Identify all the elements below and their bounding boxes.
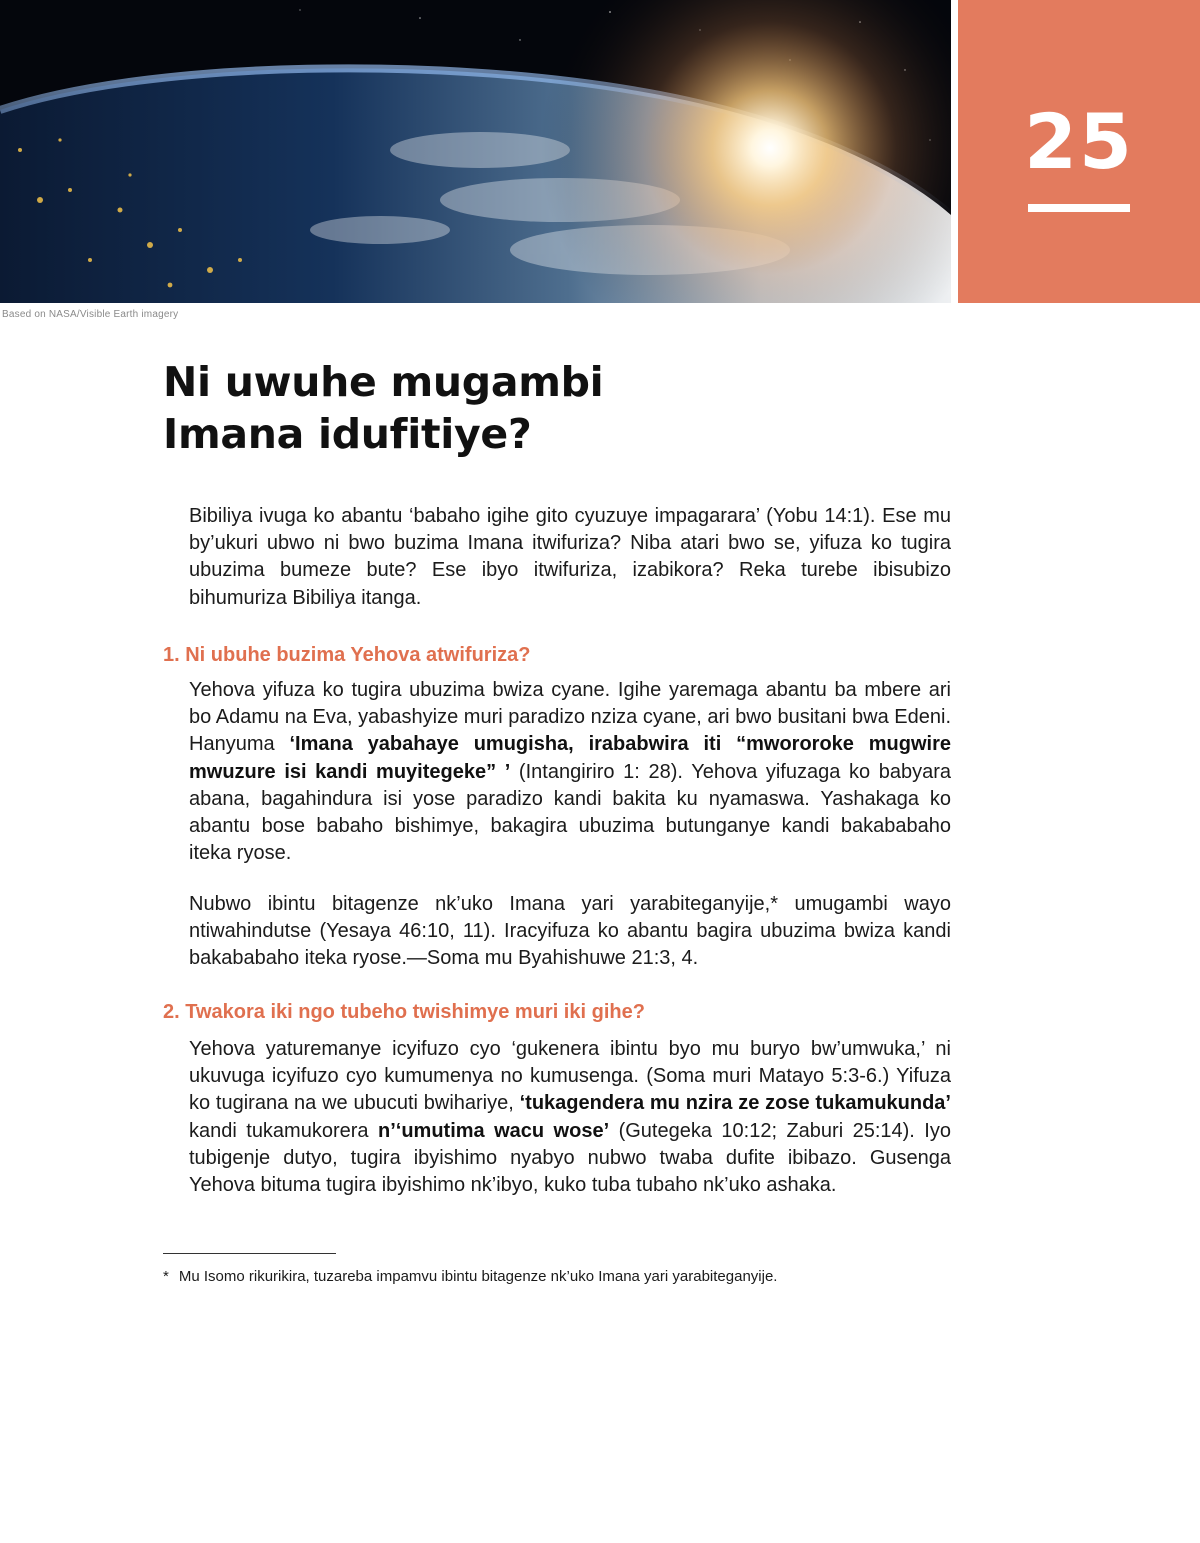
earth-photo (0, 0, 951, 303)
page-title (163, 356, 863, 460)
section-2-heading: 2. Twakora iki ngo tubeho twishimye muri iki gihe? (163, 1001, 645, 1023)
section-1-paragraph-2 (189, 891, 951, 973)
section-1-heading: 1. Ni ubuhe buzima Yehova atwifuriza? (163, 644, 531, 666)
section-2-paragraph-1 (189, 1036, 951, 1199)
section-1-quote: ‘Imana yabahaye umugisha, irababwira iti “mwororoke mugwire mwuzure isi kandi muyitegeke” ’ (189, 733, 952, 783)
lesson-number-badge (958, 0, 1200, 303)
section-1-text-b: (Intangiriro 1: 28). Yehova yifuzaga ko babyara abana, bagahindura isi yose paradizo kandi bakita ku nyamaswa. Yashakaga ko abantu bose babaho bishimye, bakagira ubuzima butunganye kandi bakababaho iteka ryose. (189, 760, 951, 865)
footnote-divider (163, 1253, 336, 1254)
lesson-number-underline (1028, 204, 1130, 212)
section-1-text-a: Yehova yifuza ko tugira ubuzima bwiza cyane. Igihe yaremaga abantu ba mbere ari bo Adamu na Eva, yabashyize muri paradizo nziza cyane, ari bwo busitani bwa Edeni. Hanyuma (189, 679, 951, 756)
section-2-text-c: (Gutegeka 10:12; Zaburi 25:14). Iyo tubigenje dutyo, tugira ibyishimo nyabyo nubwo twaba dufite ibibazo. Gusenga Yehova bituma tugira ibyishimo nk’ibyo, kuko tuba tubaho nk’uko ashaka. (189, 1119, 951, 1197)
section-2-quote-1: ‘tukagendera mu nzira ze zose tukamukunda’ (519, 1092, 951, 1115)
lesson-number: 25 (1024, 97, 1134, 186)
footnote-text: Mu Isomo rikurikira, tuzareba impamvu ibintu bitagenze nk’uko Imana yari yarabiteganyije. (178, 1268, 778, 1285)
section-2-quote-2: n’‘umutima wacu wose’ (377, 1119, 610, 1142)
section-2-text-a: Yehova yaturemanye icyifuzo cyo ‘gukenera ibintu byo mu buryo bw’umwuka,’ ni ukuvuga icyifuzo cyo kumumenya no kumusenga. (Soma muri Matayo 5:3-6.) Yifuza ko tugirana na we ubucuti bwihariye, (189, 1038, 951, 1115)
section-1-text-2: Nubwo ibintu bitagenze nk’uko Imana yari yarabiteganyije,* umugambi wayo ntiwahindutse (Yesaya 46:10, 11). Iracyifuza ko abantu bagira ubuzima bwiza kandi bakababaho iteka ryose.—Soma mu Byahishuwe 21:3, 4. (189, 893, 951, 970)
intro-text: Bibiliya ivuga ko abantu ‘babaho igihe gito cyuzuye impagarara’ (Yobu 14:1). Ese mu by’ukuri ubwo ni bwo buzima Imana itwifuriza? Niba atari bwo se, yifuza ko tugira ubuzima bumeze bute? Ese ibyo itwifuriza, izabikora? Reka turebe ibisubizo bihumuriza Bibiliya itanga. (189, 505, 951, 609)
image-credit: Based on NASA/Visible Earth imagery (2, 309, 179, 320)
title-line-1: Ni uwuhe mugambi (163, 358, 604, 406)
section-2-text-b: kandi tukamukorera (189, 1119, 378, 1142)
intro-paragraph (189, 503, 951, 612)
section-1-paragraph-1 (189, 677, 951, 867)
footnote (163, 1267, 963, 1287)
footnote-mark: * (163, 1268, 169, 1285)
title-line-2: Imana idufitiye? (163, 410, 532, 458)
